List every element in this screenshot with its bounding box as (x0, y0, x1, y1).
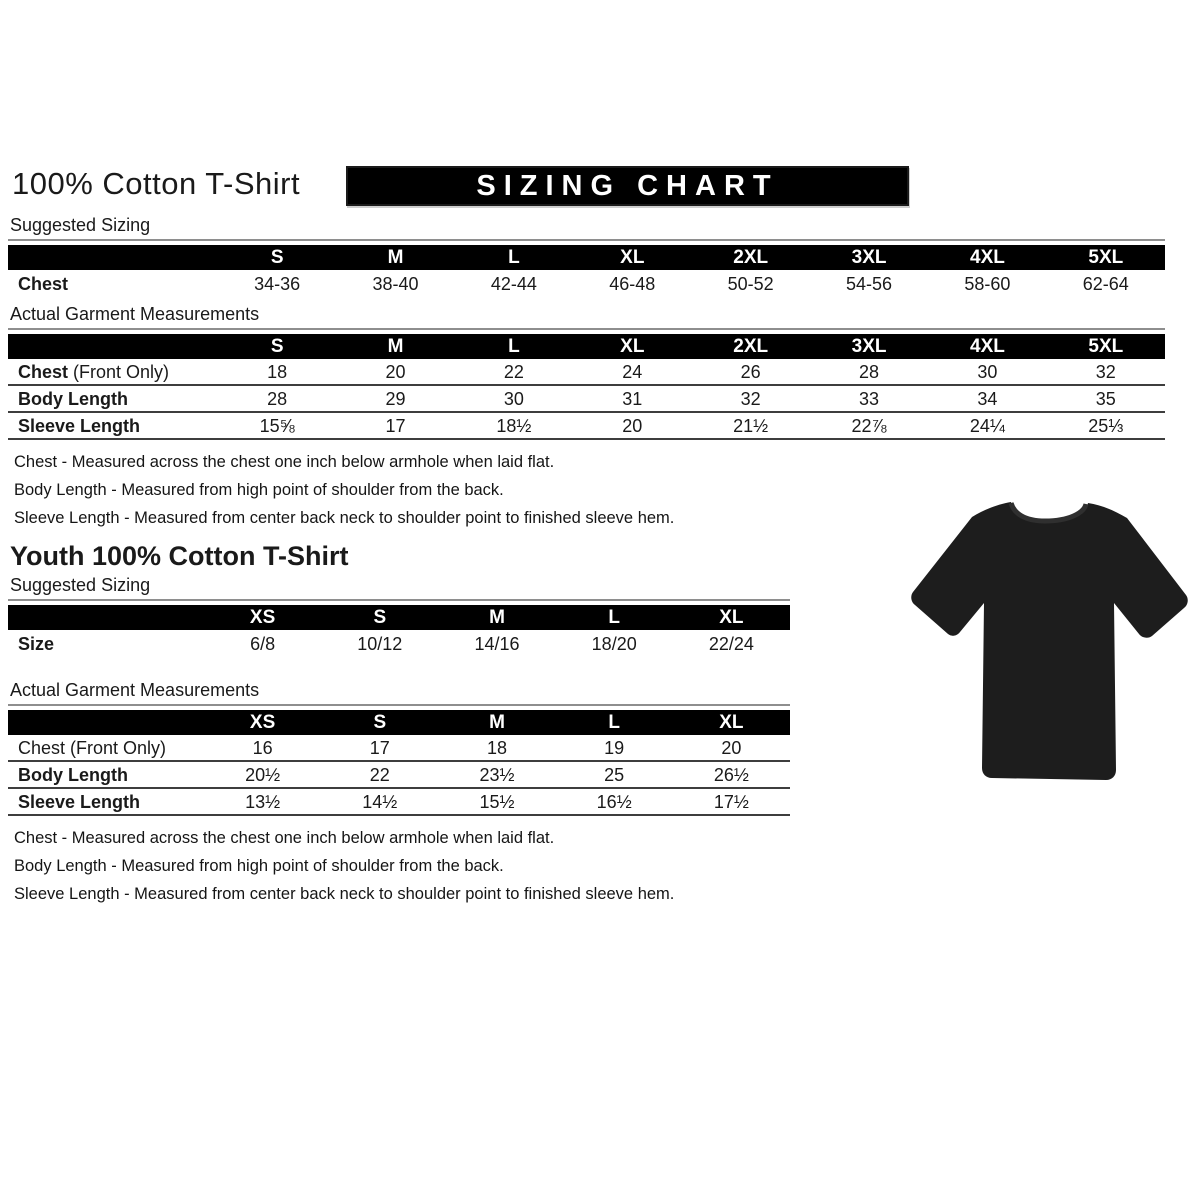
size-header-3xl: 3XL (851, 247, 887, 268)
sizing-chart-banner-label: SIZING CHART (476, 169, 779, 202)
measurement-cell: 18 (267, 361, 288, 382)
size-header-xs: XS (249, 712, 276, 733)
note-body: Body Length - Measured from high point of shoulder from the back. (14, 857, 504, 875)
measurement-cell: 62-64 (1082, 273, 1129, 294)
size-header-l: L (608, 712, 620, 733)
measurement-cell: 19 (604, 737, 625, 758)
measurement-cell: 13½ (245, 791, 281, 812)
note-chest: Chest - Measured across the chest one inch below armhole when laid flat. (14, 829, 555, 847)
measurement-cell: 15½ (479, 791, 515, 812)
measurement-cell: 16½ (596, 791, 632, 812)
adult-chest-suggested-row (8, 270, 1165, 297)
measurement-cell: 50-52 (727, 273, 774, 294)
size-header-m: M (489, 712, 505, 733)
page-header (8, 166, 1168, 208)
adult-suggested-sizing-label: Suggested Sizing (8, 215, 1165, 241)
youth-size-row (8, 630, 790, 657)
adult-chest-actual-row (8, 359, 1165, 386)
measurement-cell: 10/12 (357, 633, 403, 654)
measurement-cell: 26½ (713, 764, 749, 785)
measurement-cell: 16 (252, 737, 273, 758)
measurement-cell: 54-56 (846, 273, 893, 294)
adult-actual-header-row (8, 334, 1165, 359)
size-header-xl: XL (719, 712, 744, 733)
size-header-5xl: 5XL (1088, 336, 1124, 357)
measurement-cell: 30 (977, 361, 998, 382)
measurement-cell: 22/24 (708, 633, 754, 654)
row-label-body-length: Body Length (18, 388, 128, 409)
youth-actual-header-row (8, 710, 790, 735)
measurement-cell: 17½ (713, 791, 749, 812)
size-header-xl: XL (620, 247, 645, 268)
youth-section-title: Youth 100% Cotton T-Shirt (10, 541, 349, 571)
measurement-cell: 25 (604, 764, 625, 785)
measurement-cell: 30 (503, 388, 524, 409)
youth-measurement-notes (8, 829, 1168, 904)
size-header-4xl: 4XL (970, 247, 1005, 268)
measurement-cell: 22 (369, 764, 390, 785)
measurement-cell: 24 (622, 361, 643, 382)
measurement-cell: 20 (385, 361, 406, 382)
row-label-chest-front-only: Chest (Front Only) (18, 737, 167, 758)
measurement-cell: 28 (267, 388, 288, 409)
measurement-cell: 18 (486, 737, 507, 758)
measurement-cell: 14½ (362, 791, 398, 812)
size-header-l: L (508, 247, 520, 268)
youth-actual-measurements-label: Actual Garment Measurements (8, 680, 790, 706)
youth-suggested-sizing-label: Suggested Sizing (8, 575, 790, 601)
sizing-chart-banner (346, 166, 909, 206)
measurement-cell: 17 (385, 415, 406, 436)
note-sleeve: Sleeve Length - Measured from center back neck to shoulder point to finished sleeve hem. (14, 885, 675, 903)
measurement-cell: 31 (622, 388, 643, 409)
measurement-cell: 20 (721, 737, 742, 758)
measurement-cell: 24¼ (969, 415, 1005, 436)
measurement-cell: 22 (503, 361, 524, 382)
size-header-m: M (489, 607, 505, 628)
measurement-cell: 32 (740, 388, 761, 409)
measurement-cell: 58-60 (964, 273, 1011, 294)
size-header-m: M (387, 336, 404, 357)
black-tshirt-photo (893, 476, 1195, 816)
measurement-cell: 22⅞ (851, 415, 887, 436)
measurement-cell: 34-36 (254, 273, 301, 294)
tshirt-icon (893, 476, 1195, 816)
measurement-cell: 18½ (496, 415, 532, 436)
size-header-5xl: 5XL (1088, 247, 1124, 268)
size-header-s: S (373, 607, 387, 628)
measurement-cell: 15⅝ (259, 415, 295, 436)
measurement-cell: 35 (1095, 388, 1116, 409)
measurement-cell: 20½ (245, 764, 281, 785)
size-header-2xl: 2XL (733, 247, 769, 268)
measurement-cell: 32 (1095, 361, 1116, 382)
measurement-cell: 20 (622, 415, 643, 436)
youth-sleeve-length-row (8, 789, 790, 816)
measurement-cell: 29 (385, 388, 406, 409)
measurement-cell: 6/8 (250, 633, 276, 654)
size-header-xl: XL (620, 336, 645, 357)
page-title: 100% Cotton T-Shirt (12, 166, 301, 201)
size-header-l: L (608, 607, 620, 628)
size-header-l: L (508, 336, 520, 357)
size-header-4xl: 4XL (970, 336, 1005, 357)
measurement-cell: 33 (859, 388, 880, 409)
measurement-cell: 46-48 (609, 273, 656, 294)
measurement-cell: 26 (740, 361, 761, 382)
measurement-cell: 17 (369, 737, 390, 758)
note-sleeve: Sleeve Length - Measured from center back neck to shoulder point to finished sleeve hem. (14, 509, 675, 527)
measurement-cell: 28 (859, 361, 880, 382)
adult-actual-measurements-label: Actual Garment Measurements (8, 304, 1165, 330)
row-label-sleeve-length: Sleeve Length (18, 415, 141, 436)
measurement-cell: 34 (977, 388, 998, 409)
size-header-s: S (270, 247, 284, 268)
measurement-cell: 14/16 (474, 633, 520, 654)
adult-suggested-header-row (8, 245, 1165, 270)
adult-body-length-row (8, 386, 1165, 413)
measurement-cell: 21½ (733, 415, 769, 436)
measurement-cell: 25⅓ (1088, 415, 1124, 436)
measurement-cell: 23½ (479, 764, 515, 785)
note-body: Body Length - Measured from high point of shoulder from the back. (14, 481, 504, 499)
measurement-cell: 38-40 (372, 273, 419, 294)
youth-suggested-header-row (8, 605, 790, 630)
measurement-cell: 18/20 (591, 633, 637, 654)
size-header-s: S (270, 336, 284, 357)
size-header-xs: XS (249, 607, 276, 628)
size-header-3xl: 3XL (851, 336, 887, 357)
row-label-body-length: Body Length (18, 764, 128, 785)
note-chest: Chest - Measured across the chest one inch below armhole when laid flat. (14, 453, 555, 471)
measurement-cell: 42-44 (490, 273, 537, 294)
row-label-sleeve-length: Sleeve Length (18, 791, 141, 812)
size-header-m: M (387, 247, 404, 268)
size-header-s: S (373, 712, 387, 733)
row-label-chest: Chest (18, 273, 69, 294)
adult-sleeve-length-row (8, 413, 1165, 440)
youth-body-length-row (8, 762, 790, 789)
youth-chest-actual-row (8, 735, 790, 762)
size-header-2xl: 2XL (733, 336, 769, 357)
row-label-size: Size (18, 633, 55, 654)
row-label-chest-front-only: Chest (Front Only) (18, 361, 170, 382)
size-header-xl: XL (719, 607, 744, 628)
